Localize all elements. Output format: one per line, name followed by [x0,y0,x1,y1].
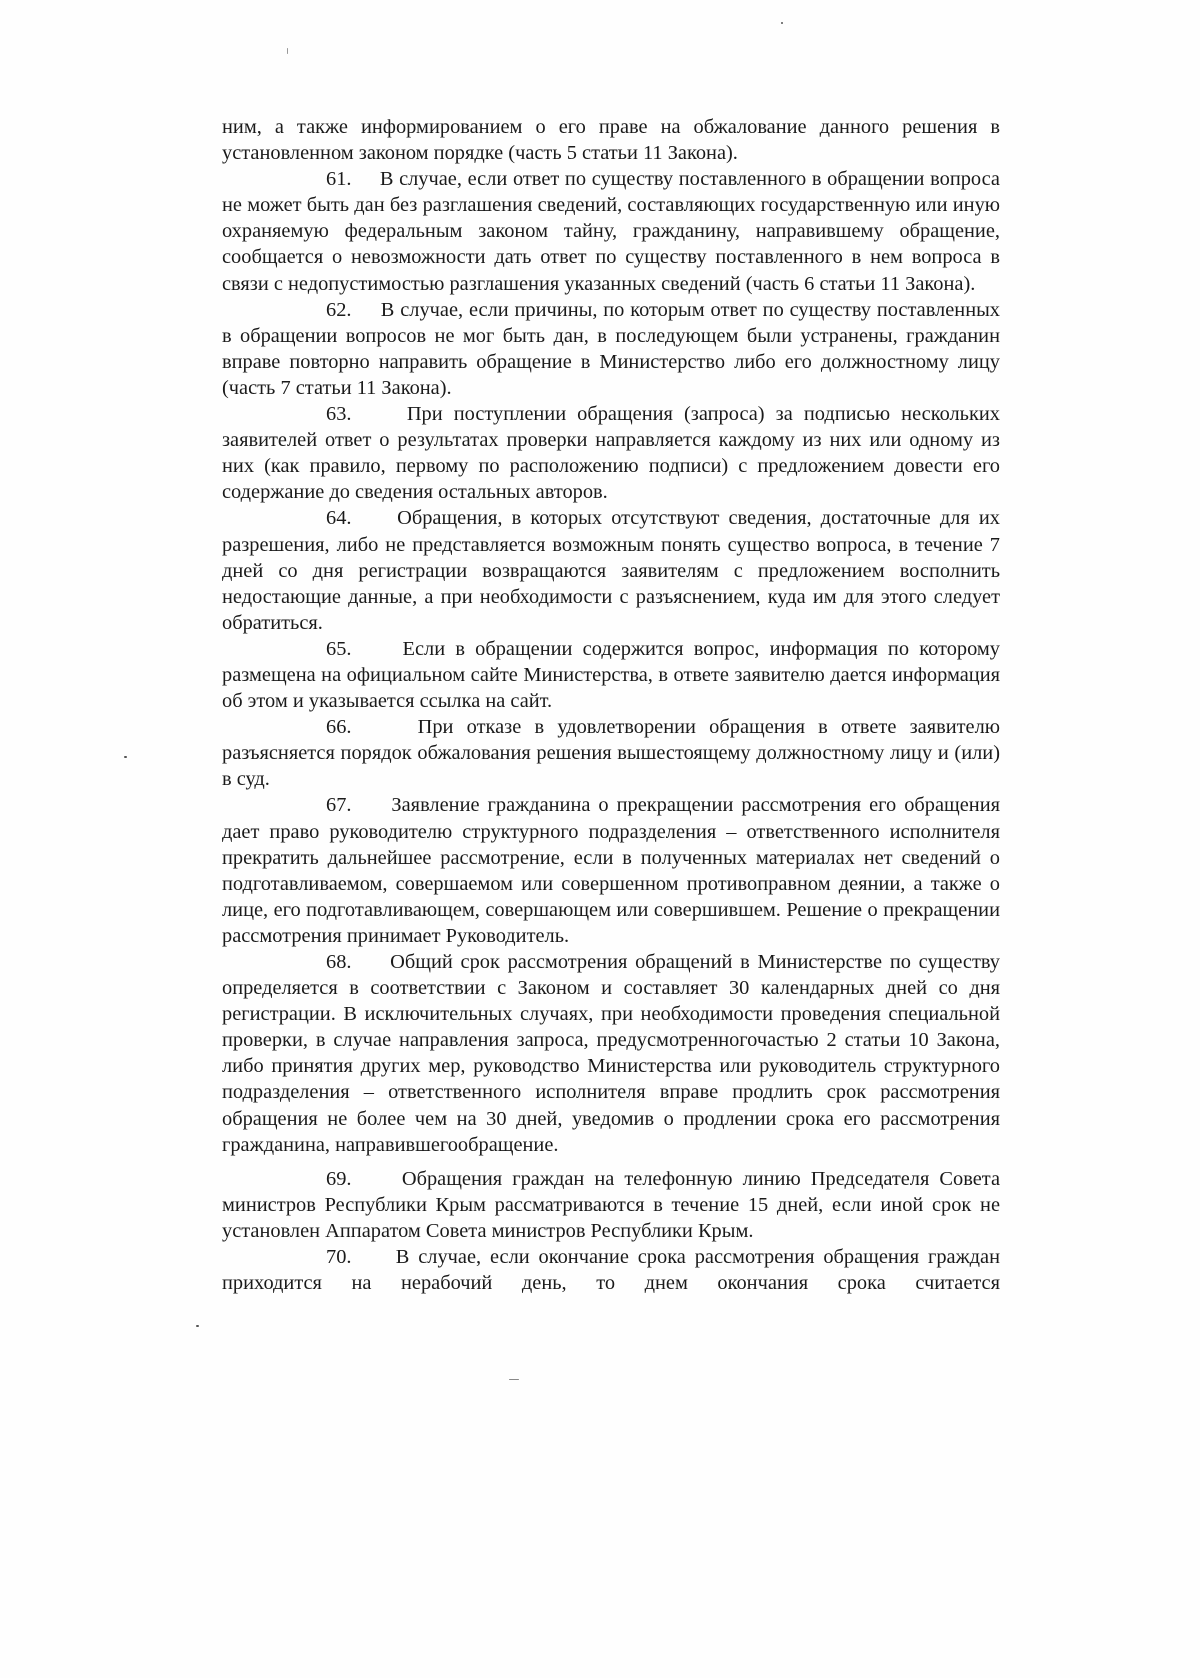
paragraph-text: В случае, если окончание срока рассмотрения обращения граждан приходится на нерабочий день, то днем окончания срока считается [222,1246,1000,1295]
paragraph-number: 61. [326,168,352,191]
paragraph-70 [222,1244,1000,1296]
paragraph-text: Обращения граждан на телефонную линию Председателя Совета министров Республики Крым рассматриваются в течение 15 дней, если иной срок не установлен Аппаратом Совета министров Республики Крым. [222,1167,1000,1242]
paragraph-number: 65. [326,637,352,660]
paragraph-number: 69. [326,1167,352,1190]
paragraph-65 [222,636,1000,714]
scan-speck [781,22,783,24]
paragraph-text: При поступлении обращения (запроса) за подписью нескольких заявителей ответ о результатах проверки направляется каждому из них или одному из них (как правило, первому по расположению подписи) с предложением довести его содержание до сведения остальных авторов. [222,403,1000,504]
paragraph-number: 68. [326,951,352,973]
scan-speck [124,756,127,758]
scan-speck [287,48,288,54]
paragraph-64 [222,505,1000,635]
scan-speck [196,1325,199,1327]
paragraph-text: ним, а также информированием о его праве на обжалование данного решения в установленном законом порядке (часть 5 статьи 11 Закона). [222,116,1000,165]
paragraph-number: 64. [326,507,352,530]
paragraph-text: Обращения, в которых отсутствуют сведения, достаточные для их разрешения, либо не представляется возможным понять существо вопроса, в течение 7 дней со дня регистрации возвращаются заявителям с предложением восполнить недостающие данные, а при необходимости с разъяснением, куда им для этого следует обратиться. [222,507,1000,634]
paragraph-61 [222,166,1000,296]
paragraph-text: В случае, если причины, по которым ответ по существу поставленных в обращении вопросов не мог быть дан, в последующем были устранены, гражданин вправе повторно направить обращение в Министерство либо его должностному лицу (часть 7 статьи 11 Закона). [222,298,1000,399]
paragraph-67 [222,792,1000,949]
paragraph-number: 62. [326,298,352,321]
scan-speck [509,1379,519,1380]
paragraph-text: Общий срок рассмотрения обращений в Министерстве по существу определяется в соответствии с Законом и составляет 30 календарных дней со дня регистрации. В исключительных случаях, при необходимости проведения специальной проверки, в случае направления запроса, предусмотренногочастью 2 статьи 10 Закона, либо принятия других мер, руководство Министерства или руководитель структурного подразделения – ответственного исполнителя вправе продлить срок рассмотрения обращения не более чем на 30 дней, уведомив о продлении срока его рассмотрения гражданина, направившегообращение. [222,951,1000,1156]
paragraph-66 [222,714,1000,792]
paragraph-continuation [222,114,1000,166]
paragraph-number: 70. [326,1246,352,1269]
paragraph-number: 67. [326,794,352,817]
paragraph-69 [222,1166,1000,1244]
paragraph-text: При отказе в удовлетворении обращения в ответе заявителю разъясняется порядок обжалования решения вышестоящему должностному лицу и (или) в суд. [222,716,1000,791]
paragraph-text: Если в обращении содержится вопрос, информация по которому размещена на официальном сайте Министерства, в ответе заявителю дается информация об этом и указывается ссылка на сайт. [222,637,1000,713]
document-body [222,114,1000,1296]
paragraph-number: 63. [326,403,352,426]
paragraph-68 [222,949,1000,1158]
paragraph-number: 66. [326,716,352,739]
paragraph-62 [222,297,1000,401]
paragraph-63 [222,401,1000,505]
paragraph-text: Заявление гражданина о прекращении рассмотрения его обращения дает право руководителю структурного подразделения – ответственного исполнителя прекратить дальнейшее рассмотрение, если в полученных материалах нет сведений о подготавливаемом, совершаемом или совершенном противоправном деянии, а также о лице, его подготавливающем, совершающем или совершившем. Решение о прекращении рассмотрения принимает Руководитель. [222,794,1000,947]
paragraph-text: В случае, если ответ по существу поставленного в обращении вопроса не может быть дан без разглашения сведений, составляющих государственную или иную охраняемую федеральным законом тайну, гражданину, направившему обращение, сообщается о невозможности дать ответ по существу поставленного в нем вопроса в связи с недопустимостью разглашения указанных сведений (часть 6 статьи 11 Закона). [222,168,1000,295]
